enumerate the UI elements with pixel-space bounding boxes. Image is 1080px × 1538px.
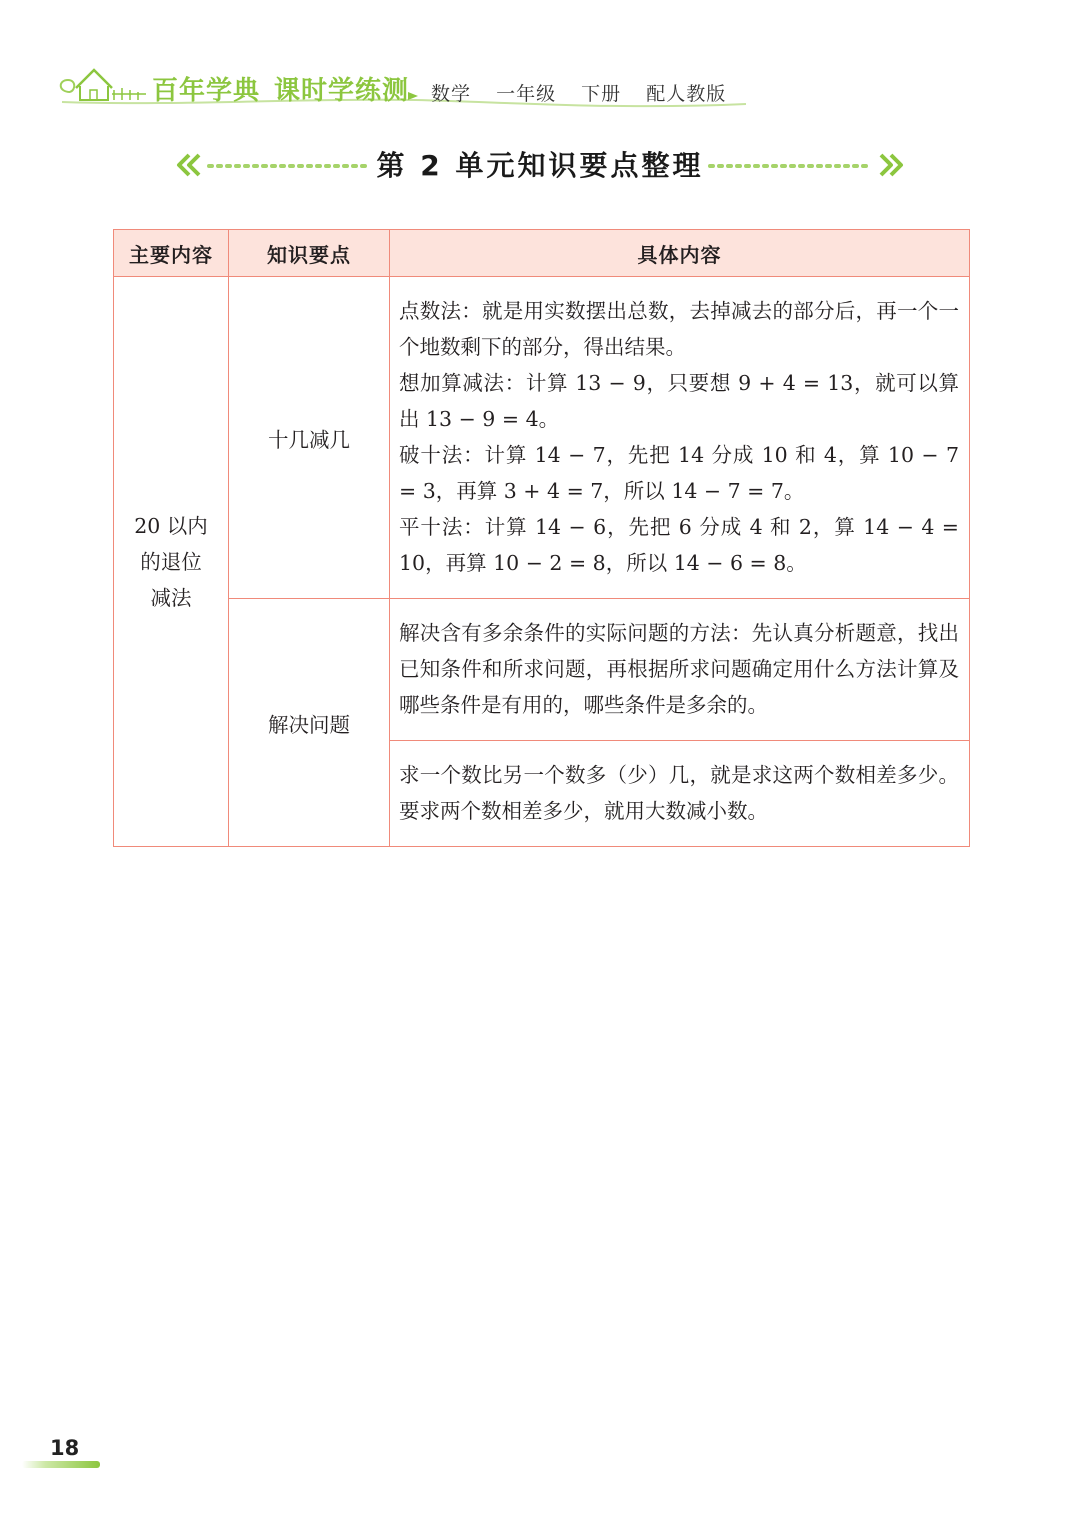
page-header bbox=[56, 62, 756, 122]
page-number: 18 bbox=[50, 1436, 80, 1460]
table-row bbox=[114, 277, 970, 599]
knowledge-point-cell: 解决问题 bbox=[229, 599, 390, 847]
method-add-to-subtract: 想加算减法：计算 13 − 9，只要想 9 + 4 = 13，就可以算出 13 − 9 = 4。 bbox=[399, 371, 959, 431]
main-topic-line: 减法 bbox=[150, 585, 192, 610]
main-topic-cell bbox=[114, 277, 229, 847]
volume-label: 下册 bbox=[581, 83, 622, 105]
detail-cell bbox=[390, 741, 970, 847]
title-row bbox=[175, 140, 905, 190]
main-topic-line: 的退位 bbox=[140, 549, 202, 574]
detail-cell bbox=[390, 277, 970, 599]
column-header-main: 主要内容 bbox=[114, 230, 229, 277]
column-header-detail: 具体内容 bbox=[390, 230, 970, 277]
column-header-point: 知识要点 bbox=[229, 230, 390, 277]
brand-title bbox=[152, 70, 409, 107]
brand-name: 百年学典 bbox=[152, 76, 261, 106]
method-counting: 点数法：就是用实数摆出总数，去掉减去的部分后，再一个一个地数剩下的部分，得出结果。 bbox=[399, 299, 959, 359]
method-break-ten: 破十法：计算 14 − 7，先把 14 分成 10 和 4，算 10 − 7 = 3，再算 3 + 4 = 7，所以 14 − 7 = 7。 bbox=[399, 443, 959, 503]
subject-label: 数学 bbox=[431, 83, 472, 105]
edition-label: 配人教版 bbox=[646, 83, 727, 105]
grade-label: 一年级 bbox=[496, 83, 557, 105]
brand-series: 课时学练测 bbox=[274, 76, 410, 106]
method-level-ten: 平十法：计算 14 − 6，先把 6 分成 4 和 2，算 14 − 4 = 10，再算 10 − 2 = 8，所以 14 − 6 = 8。 bbox=[399, 515, 959, 575]
knowledge-point-cell: 十几减几 bbox=[229, 277, 390, 599]
table-header-row bbox=[114, 230, 970, 277]
knowledge-table bbox=[113, 229, 970, 847]
problem-solving-method: 解决含有多余条件的实际问题的方法：先认真分析题意，找出已知条件和所求问题，再根据所求问题确定用什么方法计算及哪些条件是有用的，哪些条件是多余的。 bbox=[399, 621, 959, 717]
main-topic-line: 20 以内 bbox=[134, 513, 208, 538]
book-info bbox=[431, 79, 744, 106]
difference-method: 求一个数比另一个数多（少）几，就是求这两个数相差多少。要求两个数相差多少，就用大数减小数。 bbox=[399, 763, 959, 823]
page-number-bar bbox=[22, 1461, 100, 1468]
detail-cell bbox=[390, 599, 970, 741]
table-row bbox=[114, 599, 970, 741]
unit-title: 第 2 单元知识要点整理 bbox=[376, 149, 704, 182]
